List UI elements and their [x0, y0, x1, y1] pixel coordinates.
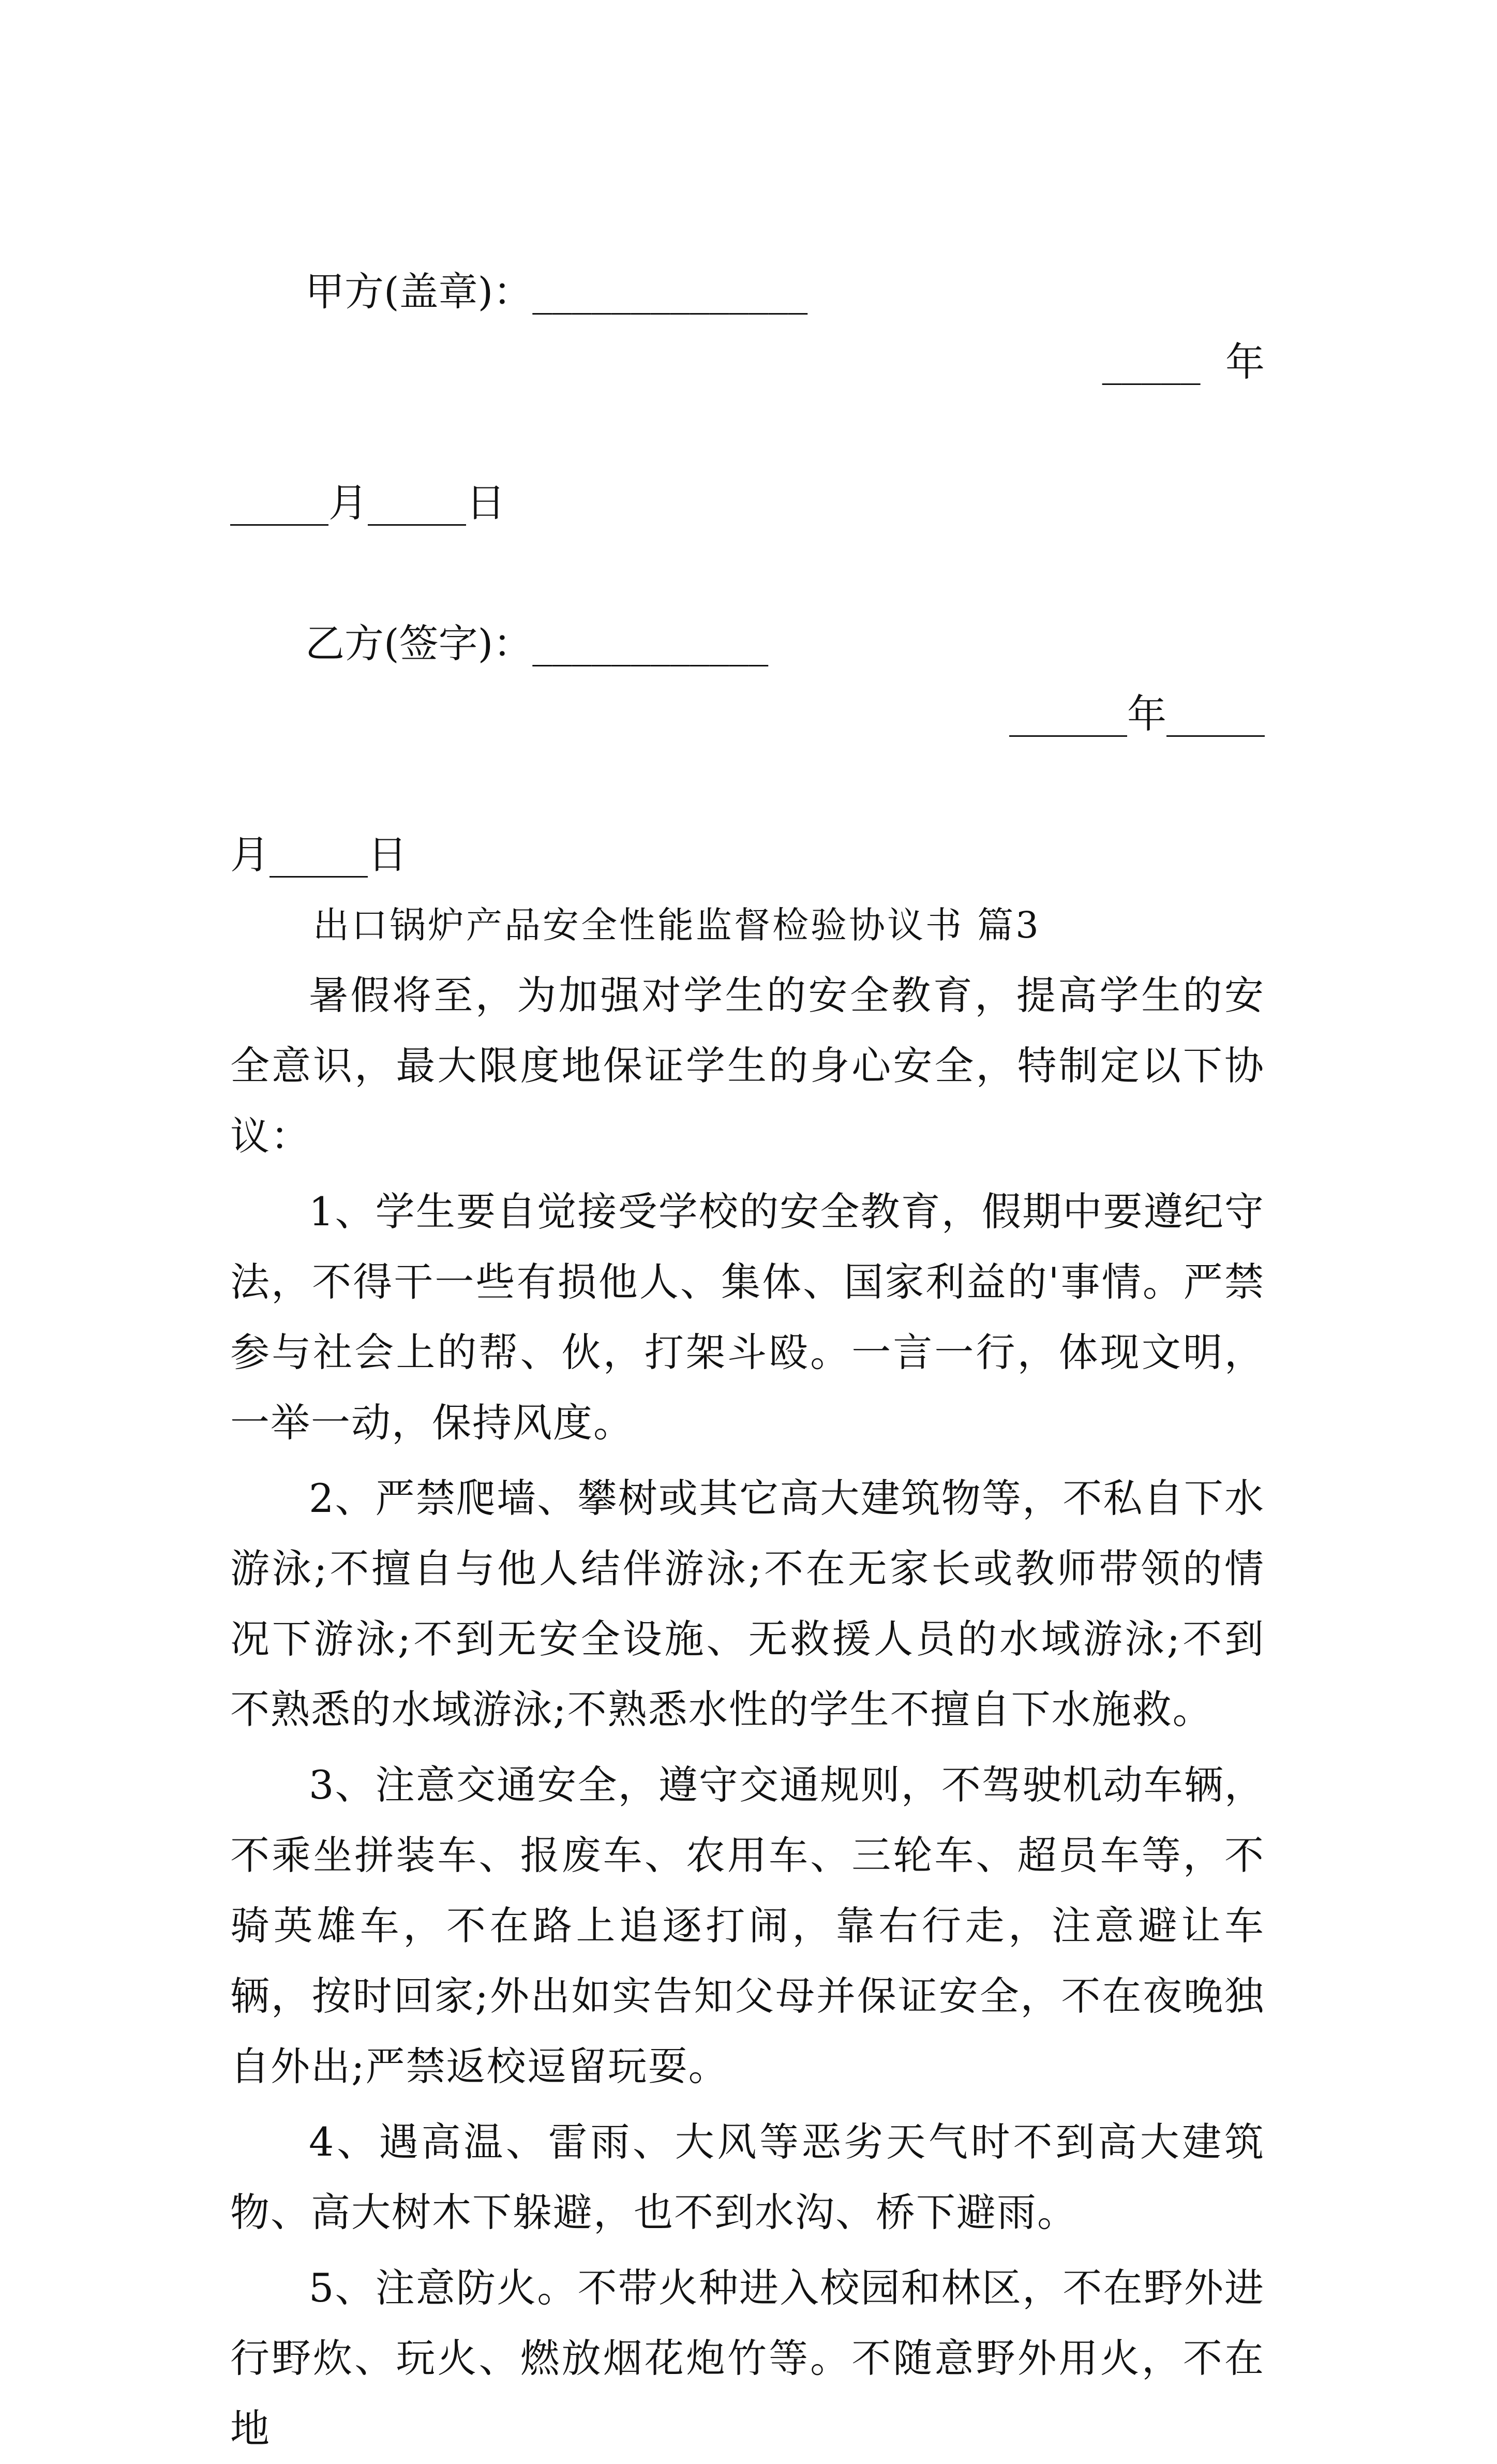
party-a-signature-line: [230, 186, 1265, 468]
paragraph-clause-3: 3、注意交通安全，遵守交通规则，不驾驶机动车辆，不乘坐拼装车、报废车、农用车、三轮车、超员车等，不骑英雄车，不在路上追逐打闹，靠右行走，注意避让车辆，按时回家;外出如实告知父母并保证安全，不在夜晚独自外出;严禁返校逗留玩耍。: [230, 1762, 1265, 2089]
party-a-date-cont: _____月_____日: [230, 480, 505, 526]
paragraph-clause-1: 1、学生要自觉接受学校的安全教育，假期中要遵纪守法，不得干一些有损他人、集体、国家利益的'事情。严禁参与社会上的帮、伙，打架斗殴。一言一行，体现文明，一举一动，保持风度。: [230, 1189, 1265, 1446]
party-a-label: 甲方(盖章)：______________: [305, 269, 808, 315]
party-b-date-cont: 月_____日: [230, 832, 407, 878]
paragraph-clause-5: 5、注意防火。不带火种进入校园和林区，不在野外进行野炊、玩火、燃放烟花炮竹等。不随意野外用火，不在地: [230, 2265, 1265, 2452]
party-a-date-year: _____ 年: [1102, 339, 1265, 385]
section-title: 出口锅炉产品安全性能监督检验协议书 篇3: [313, 904, 1041, 946]
party-b-label: 乙方(签字)：____________: [305, 620, 769, 666]
paragraph-clause-2: 2、严禁爬墙、攀树或其它高大建筑物等，不私自下水游泳;不擅自与他人结伴游泳;不在无家长或教师带领的情况下游泳;不到无安全设施、无救援人员的水域游泳;不到不熟悉的水域游泳;不熟悉水性的学生不擅自下水施救。: [230, 1475, 1265, 1732]
document-body: [230, 186, 1265, 2464]
paragraph-clause-4: 4、遇高温、雷雨、大风等恶劣天气时不到高大建筑物、高大树木下躲避，也不到水沟、桥下避雨。: [230, 2119, 1265, 2235]
party-b-date-year: ______年_____: [1009, 691, 1265, 737]
paragraph-intro: 暑假将至，为加强对学生的安全教育，提高学生的安全意识，最大限度地保证学生的身心安全，特制定以下协议：: [230, 972, 1265, 1159]
party-b-signature-line: [230, 538, 1265, 820]
